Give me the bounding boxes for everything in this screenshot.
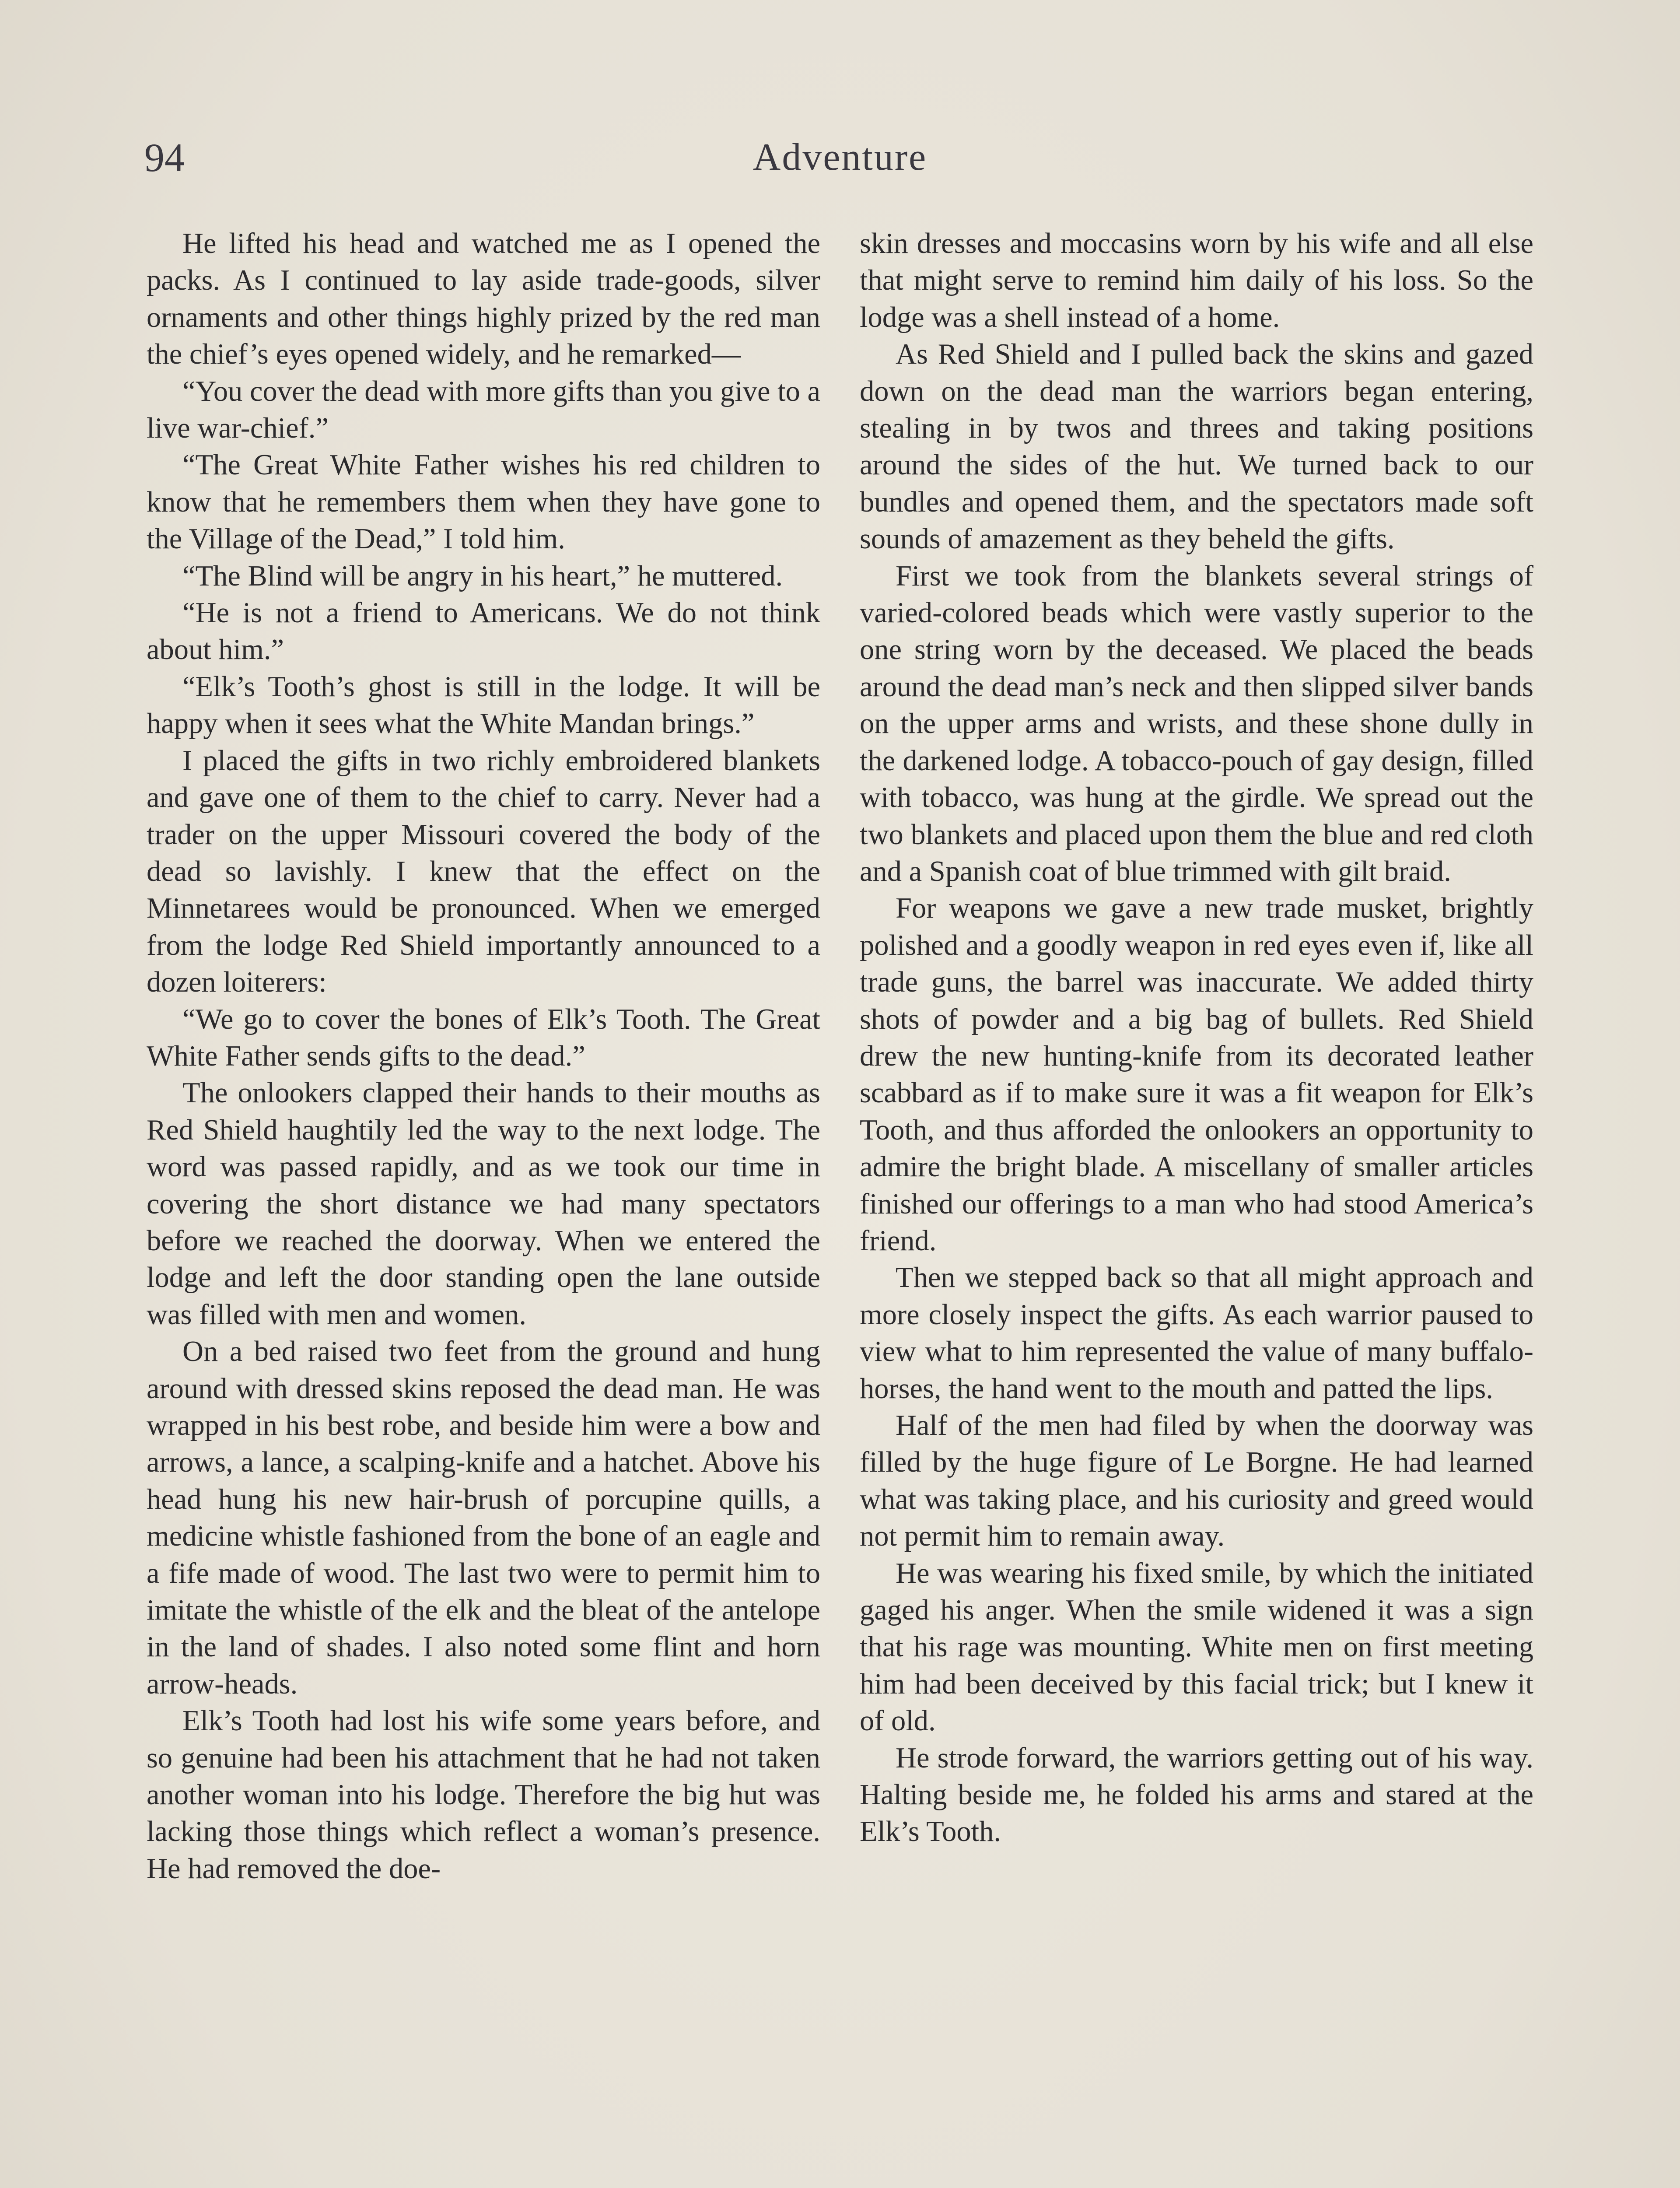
paragraph: He strode forward, the warriors getting out of his way. Halting beside me, he folded his arms and stared at the Elk’s Tooth. <box>860 1742 1533 1848</box>
paragraph: Elk’s Tooth had lost his wife some years before, and so genuine had been his attachment that he had not taken another woman into his lodge. Therefore the big hut was lacking those things which reflect a woman’s presence. He had removed the doe- <box>147 1705 820 1885</box>
page-number: 94 <box>144 135 185 180</box>
running-title: Adventure <box>752 136 928 179</box>
paragraph-continuation: skin dresses and moccasins worn by his wife and all else that might serve to remind him daily of his loss. So the lodge was a shell instead of a home. <box>860 228 1533 333</box>
paragraph: I placed the gifts in two richly embroidered blankets and gave one of them to the chief to carry. Never had a trader on the upper Missouri covered the body of the dead so lavishly. I knew that the effect on the Minnetarees would be pronounced. When we emerged from the lodge Red Shield importantly announced to a dozen loiterers: <box>147 744 820 999</box>
paragraph: On a bed raised two feet from the ground and hung around with dressed skins reposed the dead man. He was wrapped in his best robe, and beside him were a bow and arrows, a lance, a scalping-knife and a hatchet. Above his head hung his new hair-brush of porcupine quills, a medicine whistle fashioned from the bone of an eagle and a fife made of wood. The last two were to permit him to imitate the whistle of the elk and the bleat of the antelope in the land of shades. I also noted some flint and horn arrow-heads. <box>147 1336 820 1700</box>
paragraph: First we took from the blankets several strings of varied-colored beads which were vastly superior to the one string worn by the deceased. We placed the beads around the dead man’s neck and then slipped silver bands on the upper arms and wrists, and these shone dully in the darkened lodge. A tobacco-pouch of gay design, filled with tobacco, was hung at the girdle. We spread out the two blankets and placed upon them the blue and red cloth and a Spanish coat of blue trimmed with gilt braid. <box>860 560 1533 887</box>
paragraph: For weapons we gave a new trade musket, brightly polished and a goodly weapon in red eyes even if, like all trade guns, the barrel was inaccurate. We added thirty shots of powder and a big bag of bullets. Red Shield drew the new hunting-knife from its decorated leather scabbard as if to make sure it was a fit weapon for Elk’s Tooth, and thus afforded the onlookers an opportunity to admire the bright blade. A miscellany of smaller articles finished our offerings to a man who had stood America’s friend. <box>860 892 1533 1257</box>
paragraph: As Red Shield and I pulled back the skins and gazed down on the dead man the warriors began entering, stealing in by twos and threes and taking positions around the sides of the hut. We turned back to our bundles and opened them, and the spectators made soft sounds of amazement as they beheld the gifts. <box>860 338 1533 555</box>
paragraph: The onlookers clapped their hands to their mouths as Red Shield haughtily led the way to the next lodge. The word was passed rapidly, and as we took our time in covering the short distance we had many spectators before we reached the doorway. When we entered the lodge and left the door standing open the lane outside was filled with men and women. <box>147 1077 820 1331</box>
paragraph: Then we stepped back so that all might approach and more closely inspect the gifts. As each warrior paused to view what to him represented the value of many buffalo-horses, the hand went to the mouth and patted the lips. <box>860 1262 1533 1405</box>
paragraph: “You cover the dead with more gifts than you give to a live war-chief.” <box>147 375 820 445</box>
paragraph: Half of the men had filed by when the doorway was filled by the huge figure of Le Borgne. He had learned what was taking place, and his curiosity and greed would not permit him to remain away. <box>860 1410 1533 1553</box>
paragraph: “The Great White Father wishes his red children to know that he remembers them when they have gone to the Village of the Dead,” I told him. <box>147 449 820 555</box>
paragraph: “We go to cover the bones of Elk’s Tooth. The Great White Father sends gifts to the dead.” <box>147 1003 820 1072</box>
right-column <box>860 225 1533 1851</box>
left-column <box>147 225 820 1887</box>
paragraph: He lifted his head and watched me as I opened the packs. As I continued to lay aside trade-goods, silver ornaments and other things highly prized by the red man the chief’s eyes opened widely, and he remarked— <box>147 228 820 371</box>
paragraph: “He is not a friend to Americans. We do not think about him.” <box>147 597 820 666</box>
paragraph: “Elk’s Tooth’s ghost is still in the lodge. It will be happy when it sees what the White Mandan brings.” <box>147 670 820 740</box>
paragraph: “The Blind will be angry in his heart,” he muttered. <box>182 560 783 592</box>
page-header <box>144 131 1536 188</box>
paragraph: He was wearing his fixed smile, by which the initiated gaged his anger. When the smile widened it was a sign that his rage was mounting. White men on first meeting him had been deceived by this facial trick; but I knew it of old. <box>860 1557 1533 1737</box>
